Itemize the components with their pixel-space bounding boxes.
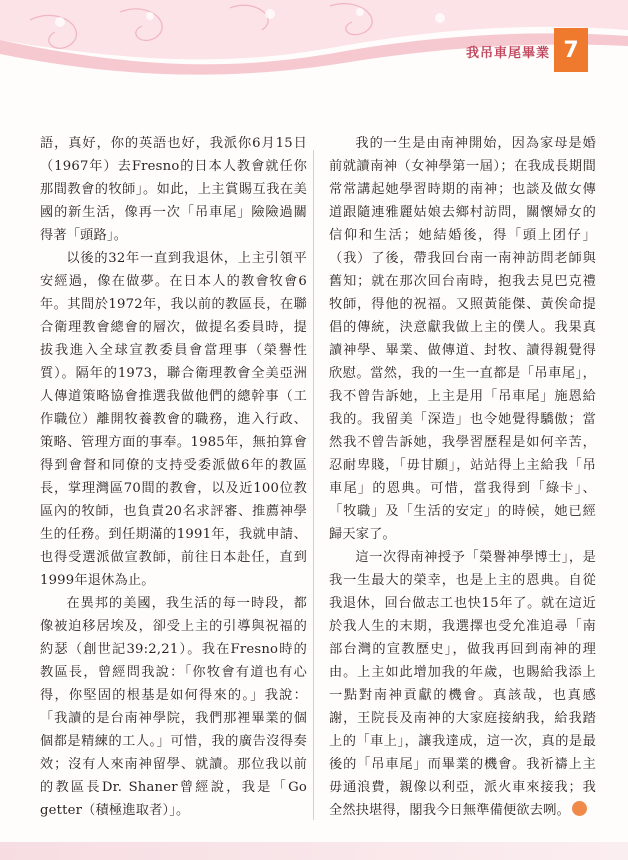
end-of-article-icon (572, 801, 587, 816)
footer-band (0, 842, 628, 860)
running-header-title: 我吊車尾畢業 (465, 46, 550, 61)
page-number-badge: 7 (554, 28, 588, 72)
paragraph: 在異邦的美國，我生活的每一時段，都像被迫移居埃及，卻受上主的引導與祝福的約瑟（創世記39:2,21）。我在Fresno時的教區長，曾經問我說：「你牧會有道也有心得，你堅固的根基是如何得來的。」我說：「我讀的是台南神學院，我們那裡畢業的個個都是精練的工人。」可惜，我的廣告沒得奏效；沒有人來南神留學、就讀。那位我以前的教區長Dr. Shaner曾經說，我是「Go getter（積極進取者）」。 (40, 596, 307, 818)
right-column (329, 132, 596, 832)
paragraph: 我的一生是由南神開始，因為家母是婚前就讀南神（女神學第一屆）；在我成長期間常常講起她學習時期的南神；也談及做女傳道跟隨連雅麗姑娘去鄉村訪問，關懷婦女的信仰和生活；她結婚後，得「頭上团仔」（我）了後，帶我回台南一南神訪問老師與舊知；就在那次回台南時，抱我去見巴克禮牧師，得他的祝福。又照黃能傑、黃俟命提倡的傳統，決意獻我做上主的僕人。我果真讀神學、畢業、做傳道、封牧、讀得親覺得欣慰。當然，我的一生一直都是「吊車尾」，我不曾告訴她，上主是用「吊車尾」施恩給我的。我留美「深造」也令她覺得驕傲；當然我不曾告訴她，我學習歷程是如何辛苦，忍耐卑賤，「毋甘願」，站站得上主給我「吊車尾」的恩典。可惜，當我得到「綠卡」、「牧職」及「生活的安定」的時候，她已經歸天家了。 (329, 136, 596, 542)
paragraph: 語，真好，你的英語也好，我派你6月15日（1967年）去Fresno的日本人教會就任你那間教會的牧師」。如此，上主賞賜互我在美國的新生活，像再一次「吊車尾」險險過關得著「頭路」。 (40, 136, 307, 243)
article-body (40, 132, 596, 832)
paragraph (329, 546, 596, 822)
left-column (40, 132, 307, 832)
paragraph-text: 這一次得南神授予「榮譽神學博士」，是我一生最大的榮幸，也是上主的恩典。自從我退休，回台做志工也快15年了。就在這近於我人生的末期，我選擇也受允准追尋「南部台灣的宣教歷史」，做我再回到南神的理由。上主如此增加我的年歲，也賜給我添上一點對南神貢獻的機會。真該哉，也真感謝，王院長及南神的大家庭接納我，給我踏上的「車上」，讓我達成，這一次，真的是最後的「吊車尾」而畢業的機會。我祈禱上主毋通浪費，親像以利亞，派火車來接我；我全然抉堪得，閣我今日無準備便欲去咧。 (329, 550, 596, 818)
paragraph: 以後的32年一直到我退休，上主引領平安經過，像在做夢。在日本人的教會牧會6年。其間於1972年，我以前的教區長，在聯合衛理教會總會的層次，做提名委員時，提拔我進入全球宣教委員會當理事（榮譽性質）。隔年的1973，聯合衛理教會全美亞洲人傳道策略協會推選我做他們的總幹事（工作職位）離開牧養教會的職務，進入行政、策略、管理方面的事奉。1985年，無拍算會得到會督和同僚的支持受委派做6年的教區長，掌理灣區70間的教會，以及近100位教區內的牧師，也負責20名求評審、推薦神學生的任務。到任期滿的1991年，我就申請、也得受選派做宣教師，前往日本赴任，直到1999年退休為止。 (40, 251, 307, 588)
